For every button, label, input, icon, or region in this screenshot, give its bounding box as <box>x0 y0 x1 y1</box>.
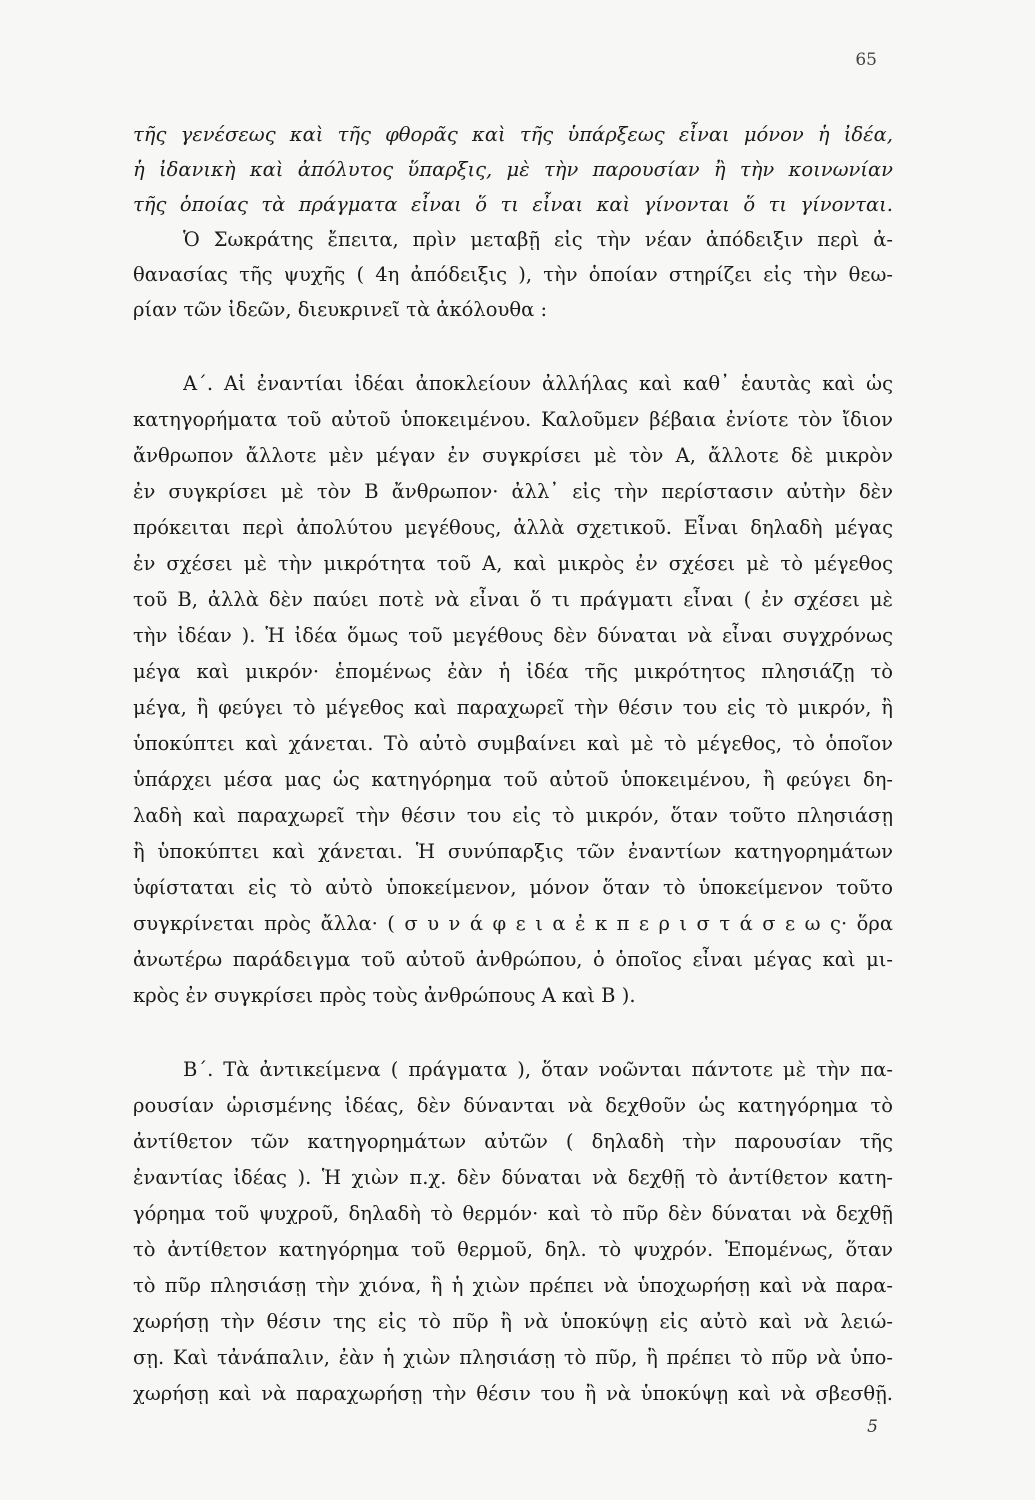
text-line: τὸ πῦρ πλησιάσῃ τὴν χιόνα, ἢ ἡ χιὼν πρέπει νὰ ὑποχωρήσῃ καὶ νὰ παρα- <box>133 1274 893 1297</box>
text-line: ὑποκύπτει καὶ χάνεται. Τὸ αὐτὸ συμβαίνει καὶ μὲ τὸ μέγεθος, τὸ ὁποῖον <box>133 732 893 755</box>
text-line: Ὁ Σωκράτης ἔπειτα, πρὶν μεταβῇ εἰς τὴν νέαν ἀπόδειξιν περὶ ἀ- <box>183 228 893 251</box>
text-line: τὸ ἀντίθετον κατηγόρημα τοῦ θερμοῦ, δηλ. τὸ ψυχρόν. Ἑπομένως, ὅταν <box>133 1238 893 1261</box>
text-line: ἢ ὑποκύπτει καὶ χάνεται. Ἡ συνύπαρξις τῶν ἐναντίων κατηγορημάτων <box>133 840 893 863</box>
text-line: ὑπάρχει μέσα μας ὡς κατηγόρημα τοῦ αὐτοῦ ὑποκειμένου, ἢ φεύγει δη- <box>133 768 893 791</box>
text-line: ρίαν τῶν ἰδεῶν, διευκρινεῖ τὰ ἀκόλουθα : <box>133 298 548 321</box>
text-line: χωρήσῃ τὴν θέσιν της εἰς τὸ πῦρ ἢ νὰ ὑποκύψῃ εἰς αὐτὸ καὶ νὰ λειώ- <box>133 1310 893 1333</box>
text-line: τῆς ὁποίας τὰ πράγματα εἶναι ὅ τι εἶναι καὶ γίνονται ὅ τι γίνονται. <box>133 193 893 216</box>
text-line: ἐν συγκρίσει μὲ τὸν Β ἄνθρωπον· ἀλλ᾽ εἰς τὴν περίστασιν αὐτὴν δὲν <box>133 480 893 503</box>
text-line: τὴν ἰδέαν ). Ἡ ἰδέα ὅμως τοῦ μεγέθους δὲν δύναται νὰ εἶναι συγχρόνως <box>133 624 893 647</box>
text-line: ἀντίθετον τῶν κατηγορημάτων αὐτῶν ( δηλαδὴ τὴν παρουσίαν τῆς <box>133 1130 893 1153</box>
text-line: τοῦ Β, ἀλλὰ δὲν παύει ποτὲ νὰ εἶναι ὅ τι πράγματι εἶναι ( ἐν σχέσει μὲ <box>133 588 893 611</box>
text-line: χωρήσῃ καὶ νὰ παραχωρήσῃ τὴν θέσιν του ἢ νὰ ὑποκύψῃ καὶ νὰ σβεσθῇ. <box>133 1382 893 1405</box>
text-line: μέγα, ἢ φεύγει τὸ μέγεθος καὶ παραχωρεῖ τὴν θέσιν του εἰς τὸ μικρόν, ἢ <box>133 696 893 719</box>
text-line: ἐν σχέσει μὲ τὴν μικρότητα τοῦ Α, καὶ μικρὸς ἐν σχέσει μὲ τὸ μέγεθος <box>133 552 893 575</box>
text-line: τῆς γενέσεως καὶ τῆς φθορᾶς καὶ τῆς ὑπάρξεως εἶναι μόνον ἡ ἰδέα, <box>133 123 893 146</box>
text-line: κατηγορήματα τοῦ αὐτοῦ ὑποκειμένου. Καλοῦμεν βέβαια ἐνίοτε τὸν ἴδιον <box>133 408 893 431</box>
text-line: πρόκειται περὶ ἀπολύτου μεγέθους, ἀλλὰ σχετικοῦ. Εἶναι δηλαδὴ μέγας <box>133 516 893 539</box>
text-line: Β΄. Τὰ ἀντικείμενα ( πράγματα ), ὅταν νοῶνται πάντοτε μὲ τὴν πα- <box>183 1058 893 1081</box>
text-line: ὑφίσταται εἰς τὸ αὐτὸ ὑποκείμενον, μόνον ὅταν τὸ ὑποκείμενον τοῦτο <box>133 876 893 899</box>
text-line: γόρημα τοῦ ψυχροῦ, δηλαδὴ τὸ θερμόν· καὶ τὸ πῦρ δὲν δύναται νὰ δεχθῇ <box>133 1202 893 1225</box>
text-line: ἡ ἰδανικὴ καὶ ἀπόλυτος ὕπαρξις, μὲ τὴν παρουσίαν ἢ τὴν κοινωνίαν <box>133 158 893 181</box>
text-line: σῃ. Καὶ τἀνάπαλιν, ἐὰν ἡ χιὼν πλησιάσῃ τὸ πῦρ, ἢ πρέπει τὸ πῦρ νὰ ὑπο- <box>133 1346 893 1369</box>
page-number: 65 <box>855 50 877 70</box>
signature-mark: 5 <box>867 1417 878 1437</box>
text-line: συγκρίνεται πρὸς ἄλλα· ( σ υ ν ά φ ε ι α ἐ κ π ε ρ ι σ τ ά σ ε ω ς· ὅρα <box>133 912 893 935</box>
text-line: ἄνθρωπον ἄλλοτε μὲν μέγαν ἐν συγκρίσει μὲ τὸν Α, ἄλλοτε δὲ μικρὸν <box>133 444 893 467</box>
text-line: κρὸς ἐν συγκρίσει πρὸς τοὺς ἀνθρώπους Α καὶ Β ). <box>133 984 636 1007</box>
text-line: ἐναντίας ἰδέας ). Ἡ χιὼν π.χ. δὲν δύναται νὰ δεχθῇ τὸ ἀντίθετον κατη- <box>133 1166 893 1189</box>
text-line: λαδὴ καὶ παραχωρεῖ τὴν θέσιν του εἰς τὸ μικρόν, ὅταν τοῦτο πλησιάσῃ <box>133 804 893 827</box>
text-line: ἀνωτέρω παράδειγμα τοῦ αὐτοῦ ἀνθρώπου, ὁ ὁποῖος εἶναι μέγας καὶ μι- <box>133 948 893 971</box>
text-line: ρουσίαν ὡρισμένης ἰδέας, δὲν δύνανται νὰ δεχθοῦν ὡς κατηγόρημα τὸ <box>133 1094 893 1117</box>
text-line: Α΄. Αἱ ἐναντίαι ἰδέαι ἀποκλείουν ἀλλήλας καὶ καθ᾽ ἑαυτὰς καὶ ὡς <box>183 372 893 395</box>
text-line: θανασίας τῆς ψυχῆς ( 4η ἀπόδειξις ), τὴν ὁποίαν στηρίζει εἰς τὴν θεω- <box>133 263 893 286</box>
text-line: μέγα καὶ μικρόν· ἑπομένως ἐὰν ἡ ἰδέα τῆς μικρότητος πλησιάζῃ τὸ <box>133 660 893 683</box>
